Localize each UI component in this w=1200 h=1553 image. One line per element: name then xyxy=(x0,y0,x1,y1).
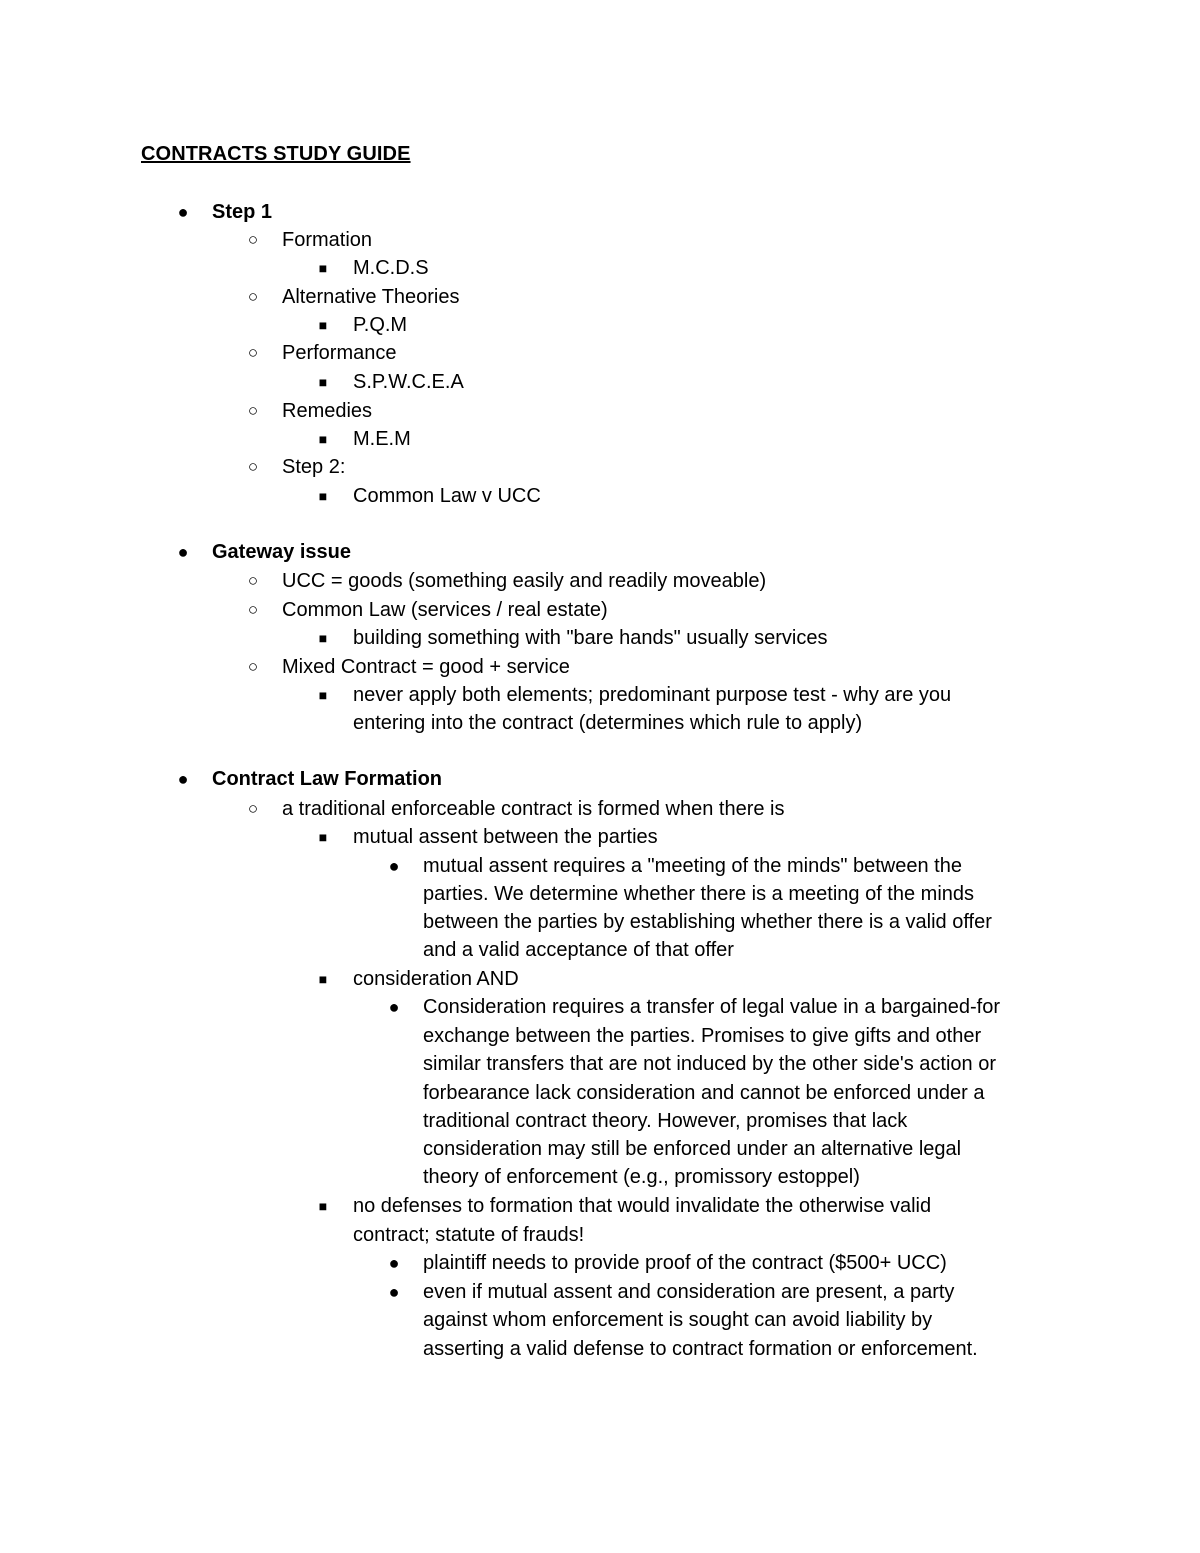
outline-line-step2: Step 2: xyxy=(282,456,346,478)
outline-line-even-if-2: against whom enforcement is sought can avoid liability by xyxy=(423,1309,933,1331)
bullet-marker-level-4: ● xyxy=(388,1282,400,1302)
outline-line-c-2: exchange between the parties. Promises to give gifts and other xyxy=(423,1025,982,1047)
bullet-marker-level-1: ● xyxy=(177,769,189,789)
bullet-marker-level-3: ■ xyxy=(318,630,328,646)
bullet-marker-level-2: ○ xyxy=(247,657,259,676)
outline-line-no-defenses-2: contract; statute of frauds! xyxy=(353,1224,585,1246)
bullet-marker-level-1: ● xyxy=(177,542,189,562)
outline-line-ma-2: parties. We determine whether there is a meeting of the minds xyxy=(423,883,975,905)
outline-line-performance: Performance xyxy=(282,342,397,364)
bullet-marker-level-2: ○ xyxy=(247,600,259,619)
bullet-marker-level-2: ○ xyxy=(247,343,259,362)
outline-line-never-apply-2: entering into the contract (determines which rule to apply) xyxy=(353,712,863,734)
outline-line-even-if-3: asserting a valid defense to contract formation or enforcement. xyxy=(423,1338,978,1360)
bullet-marker-level-2: ○ xyxy=(247,401,259,420)
outline-line-c-5: traditional contract theory. However, promises that lack xyxy=(423,1110,908,1132)
outline-line-ucc-goods: UCC = goods (something easily and readily moveable) xyxy=(282,570,767,592)
bullet-marker-level-3: ■ xyxy=(318,488,328,504)
bullet-marker-level-3: ■ xyxy=(318,431,328,447)
outline-line-common-law-v-ucc: Common Law v UCC xyxy=(353,485,541,507)
outline-line-traditional: a traditional enforceable contract is formed when there is xyxy=(282,798,785,820)
outline-line-gateway: Gateway issue xyxy=(212,541,351,563)
outline-line-ma-3: between the parties by establishing whether there is a valid offer xyxy=(423,911,992,933)
outline-line-pqm: P.Q.M xyxy=(353,314,408,336)
outline-line-step1: Step 1 xyxy=(212,201,273,223)
bullet-marker-level-4: ● xyxy=(388,1253,400,1273)
bullet-marker-level-3: ■ xyxy=(318,1198,328,1214)
bullet-marker-level-4: ● xyxy=(388,997,400,1017)
bullet-marker-level-1: ● xyxy=(177,202,189,222)
outline-line-bare-hands: building something with "bare hands" usually services xyxy=(353,627,828,649)
outline-line-mutual-assent: mutual assent between the parties xyxy=(353,826,658,848)
bullet-marker-level-3: ■ xyxy=(318,971,328,987)
outline-line-ma-1: mutual assent requires a "meeting of the minds" between the xyxy=(423,855,962,877)
outline-line-mem: M.E.M xyxy=(353,428,411,450)
bullet-marker-level-3: ■ xyxy=(318,260,328,276)
outline-line-mixed-contract: Mixed Contract = good + service xyxy=(282,656,570,678)
outline-line-formation-head: Contract Law Formation xyxy=(212,768,443,790)
bullet-marker-level-2: ○ xyxy=(247,230,259,249)
bullet-marker-level-2: ○ xyxy=(247,799,259,818)
outline-line-even-if-1: even if mutual assent and consideration are present, a party xyxy=(423,1281,955,1303)
outline-line-remedies: Remedies xyxy=(282,400,373,422)
bullet-marker-level-3: ■ xyxy=(318,829,328,845)
bullet-marker-level-2: ○ xyxy=(247,287,259,306)
bullet-marker-level-2: ○ xyxy=(247,571,259,590)
bullet-marker-level-2: ○ xyxy=(247,457,259,476)
outline-line-c-4: forbearance lack consideration and cannot be enforced under a xyxy=(423,1082,985,1104)
bullet-marker-level-3: ■ xyxy=(318,317,328,333)
outline-line-alt-theories: Alternative Theories xyxy=(282,286,460,308)
outline-line-c-1: Consideration requires a transfer of legal value in a bargained-for xyxy=(423,996,1001,1018)
document-title: CONTRACTS STUDY GUIDE xyxy=(141,143,411,165)
outline-line-mcds: M.C.D.S xyxy=(353,257,429,279)
outline-line-spwcea: S.P.W.C.E.A xyxy=(353,371,464,393)
outline-line-never-apply-1: never apply both elements; predominant purpose test - why are you xyxy=(353,684,952,706)
outline-line-formation: Formation xyxy=(282,229,373,251)
outline-line-consideration: consideration AND xyxy=(353,968,519,990)
bullet-marker-level-4: ● xyxy=(388,856,400,876)
outline-line-c-3: similar transfers that are not induced by the other side's action or xyxy=(423,1053,996,1075)
outline-line-c-6: consideration may still be enforced under an alternative legal xyxy=(423,1138,962,1160)
outline-line-common-law-services: Common Law (services / real estate) xyxy=(282,599,608,621)
outline-line-c-7: theory of enforcement (e.g., promissory estoppel) xyxy=(423,1166,860,1188)
outline-line-plaintiff: plaintiff needs to provide proof of the contract ($500+ UCC) xyxy=(423,1252,947,1274)
bullet-marker-level-3: ■ xyxy=(318,374,328,390)
outline-line-no-defenses-1: no defenses to formation that would invalidate the otherwise valid xyxy=(353,1195,932,1217)
bullet-marker-level-3: ■ xyxy=(318,687,328,703)
outline-line-ma-4: and a valid acceptance of that offer xyxy=(423,939,734,961)
